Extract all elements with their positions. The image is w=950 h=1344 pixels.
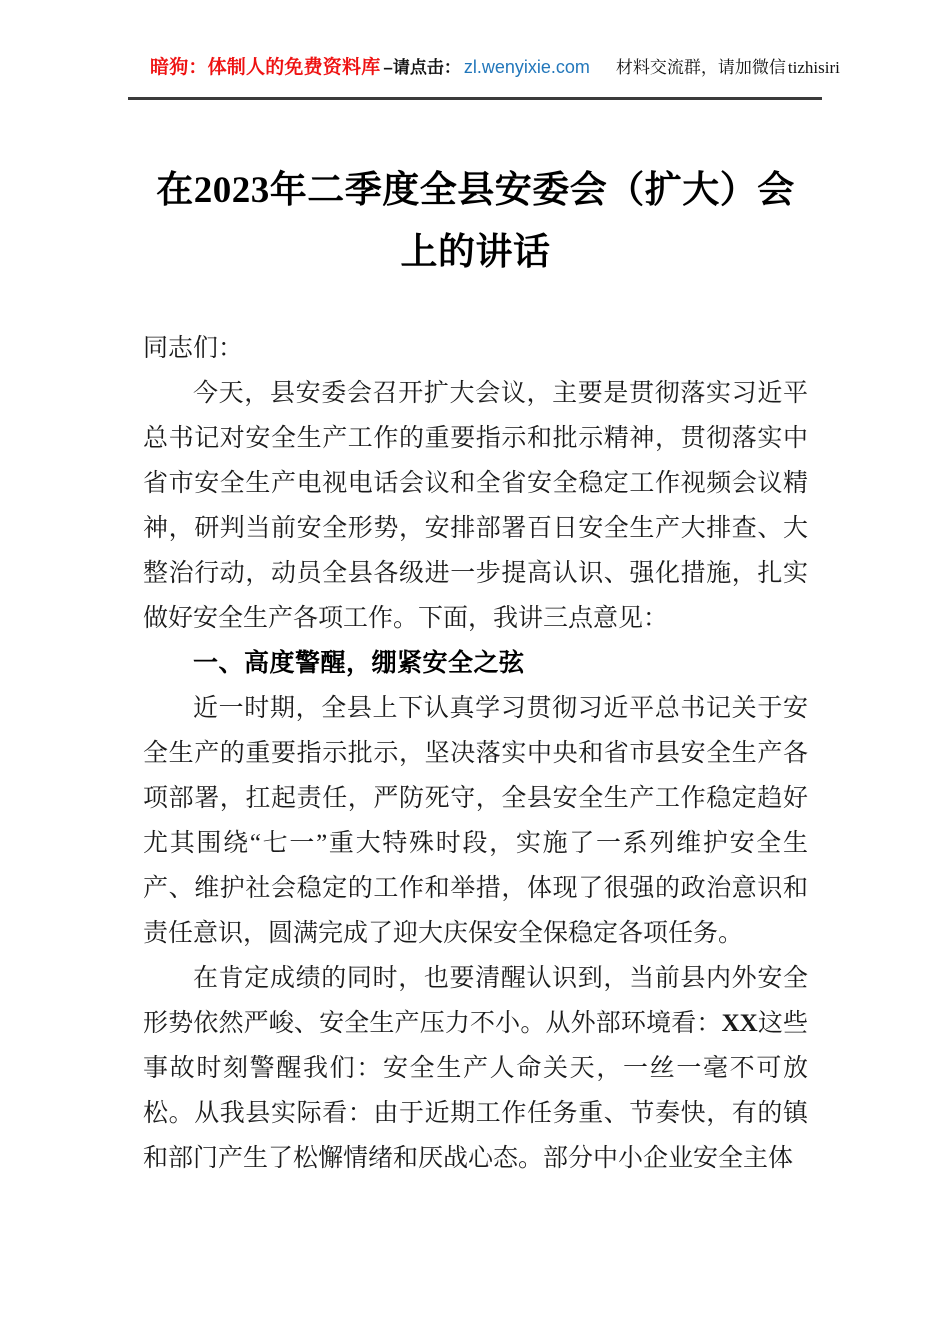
- paragraph-situation: [143, 956, 808, 1181]
- promo-group-note: 材料交流群，请加微信: [615, 58, 786, 77]
- document-body: [143, 160, 808, 1181]
- paragraph-intro: 今天，县安委会召开扩大会议，主要是贯彻落实习近平总书记对安全生产工作的重要指示和批示精神，贯彻落实中省市安全生产电视电话会议和全省安全稳定工作视频会议精神，研判当前安全形势，安排部署百日安全生产大排查、大整治行动，动员全县各级进一步提高认识、强化措施，扎实做好安全生产各项工作。下面，我讲三点意见：: [143, 380, 808, 632]
- promo-url-link[interactable]: zl.wenyixie.com: [463, 57, 590, 77]
- title-spacer: [143, 284, 808, 326]
- promo-site-name: 暗狗：体制人的免费资料库: [150, 57, 381, 78]
- document-title: 在2023年二季度全县安委会（扩大）会上的讲话: [156, 170, 795, 273]
- promo-header-content: [128, 58, 840, 77]
- promo-wechat-id: tizhisiri: [787, 58, 840, 77]
- paragraph-achievements: 近一时期，全县上下认真学习贯彻习近平总书记关于安全生产的重要指示批示，坚决落实中央和省市县安全生产各项部署，扛起责任，严防死守，全县安全生产工作稳定趋好尤其围绕“七一”重大特殊时段，实施了一系列维护安全生产、维护社会稳定的工作和举措，体现了很强的政治意识和责任意识，圆满完成了迎大庆保安全保稳定各项任务。: [143, 695, 808, 947]
- paragraph-situation-part2: 这些事故时刻警醒我们：安全生产人命关天，一丝一毫不可放松。从我县实际看：由于近期工作任务重、节奏快，有的镇和部门产生了松懈情绪和厌战心态。部分中小企业安全主体: [143, 1010, 808, 1172]
- section-heading-one: 一、高度警醒，绷紧安全之弦: [193, 649, 525, 677]
- promo-header-banner: [128, 57, 840, 100]
- paragraph-situation-part1: 在肯定成绩的同时，也要清醒认识到，当前县内外安全形势依然严峻、安全生产压力不小。从外部环境看：: [143, 965, 808, 1037]
- paragraph-situation-placeholder: XX: [721, 1010, 758, 1037]
- promo-click-prompt: –请点击：: [383, 58, 461, 77]
- salutation: 同志们：: [143, 335, 244, 362]
